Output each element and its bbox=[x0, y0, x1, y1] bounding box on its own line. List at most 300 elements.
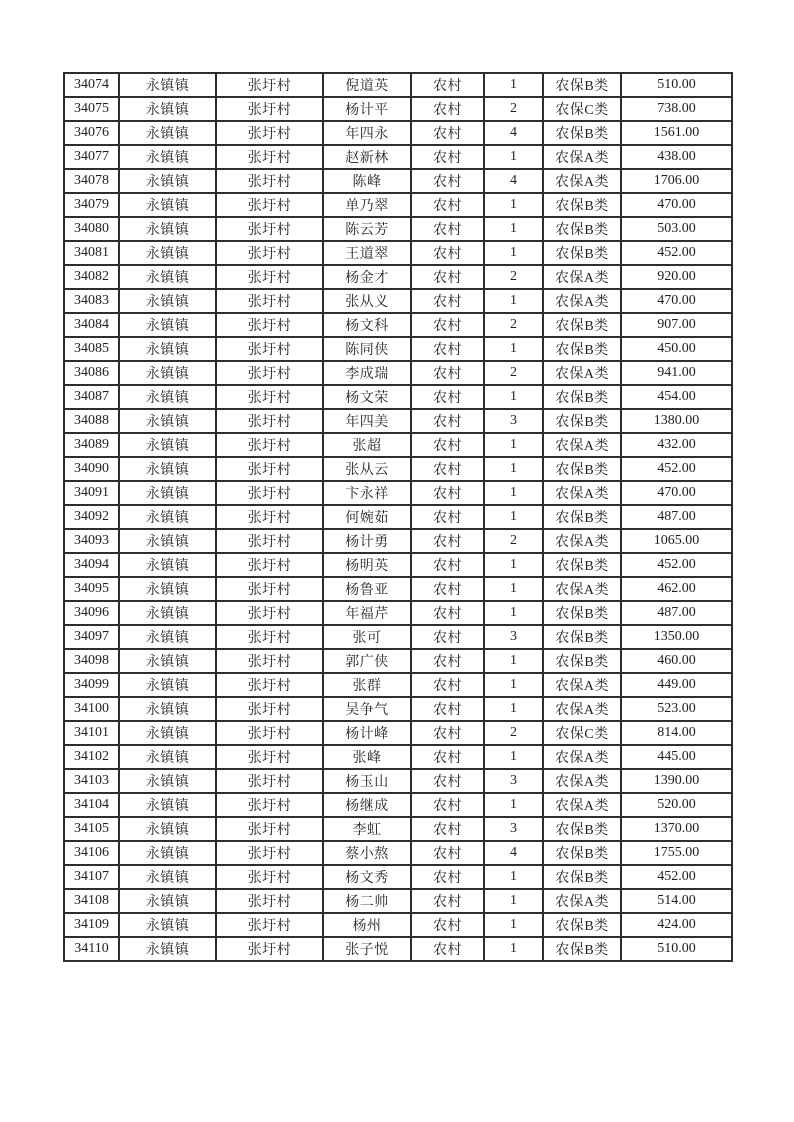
cell-person-name: 赵新林 bbox=[323, 145, 411, 169]
table-row bbox=[64, 601, 732, 625]
cell-record-id: 34089 bbox=[64, 433, 119, 457]
cell-person-name: 年福芹 bbox=[323, 601, 411, 625]
cell-town: 永镇镇 bbox=[119, 457, 216, 481]
cell-person-name: 李虹 bbox=[323, 817, 411, 841]
cell-person-count: 1 bbox=[484, 865, 543, 889]
cell-amount: 432.00 bbox=[621, 433, 732, 457]
cell-insurance-class: 农保B类 bbox=[543, 625, 621, 649]
cell-amount: 452.00 bbox=[621, 241, 732, 265]
cell-village: 张圩村 bbox=[216, 289, 323, 313]
cell-amount: 1065.00 bbox=[621, 529, 732, 553]
cell-village: 张圩村 bbox=[216, 673, 323, 697]
cell-residence-type: 农村 bbox=[411, 577, 484, 601]
cell-record-id: 34081 bbox=[64, 241, 119, 265]
cell-village: 张圩村 bbox=[216, 217, 323, 241]
cell-person-name: 年四永 bbox=[323, 121, 411, 145]
cell-amount: 920.00 bbox=[621, 265, 732, 289]
cell-town: 永镇镇 bbox=[119, 553, 216, 577]
cell-insurance-class: 农保A类 bbox=[543, 577, 621, 601]
cell-person-name: 张从义 bbox=[323, 289, 411, 313]
cell-town: 永镇镇 bbox=[119, 745, 216, 769]
table-row bbox=[64, 193, 732, 217]
cell-village: 张圩村 bbox=[216, 409, 323, 433]
cell-person-name: 单乃翠 bbox=[323, 193, 411, 217]
cell-amount: 452.00 bbox=[621, 865, 732, 889]
cell-residence-type: 农村 bbox=[411, 241, 484, 265]
cell-record-id: 34099 bbox=[64, 673, 119, 697]
cell-person-name: 陈峰 bbox=[323, 169, 411, 193]
cell-record-id: 34085 bbox=[64, 337, 119, 361]
cell-record-id: 34092 bbox=[64, 505, 119, 529]
cell-amount: 814.00 bbox=[621, 721, 732, 745]
cell-person-count: 1 bbox=[484, 793, 543, 817]
cell-amount: 510.00 bbox=[621, 937, 732, 961]
cell-residence-type: 农村 bbox=[411, 745, 484, 769]
cell-residence-type: 农村 bbox=[411, 457, 484, 481]
cell-residence-type: 农村 bbox=[411, 625, 484, 649]
cell-person-name: 杨文科 bbox=[323, 313, 411, 337]
cell-person-count: 1 bbox=[484, 433, 543, 457]
cell-town: 永镇镇 bbox=[119, 649, 216, 673]
cell-village: 张圩村 bbox=[216, 529, 323, 553]
cell-amount: 470.00 bbox=[621, 289, 732, 313]
cell-town: 永镇镇 bbox=[119, 817, 216, 841]
cell-residence-type: 农村 bbox=[411, 169, 484, 193]
cell-town: 永镇镇 bbox=[119, 505, 216, 529]
cell-residence-type: 农村 bbox=[411, 97, 484, 121]
cell-residence-type: 农村 bbox=[411, 937, 484, 961]
cell-insurance-class: 农保B类 bbox=[543, 937, 621, 961]
cell-amount: 450.00 bbox=[621, 337, 732, 361]
table-row bbox=[64, 625, 732, 649]
cell-record-id: 34101 bbox=[64, 721, 119, 745]
cell-person-name: 杨继成 bbox=[323, 793, 411, 817]
cell-person-count: 2 bbox=[484, 265, 543, 289]
table-row bbox=[64, 865, 732, 889]
cell-person-count: 1 bbox=[484, 193, 543, 217]
table-row bbox=[64, 433, 732, 457]
cell-person-name: 张可 bbox=[323, 625, 411, 649]
cell-residence-type: 农村 bbox=[411, 337, 484, 361]
cell-person-name: 陈同侠 bbox=[323, 337, 411, 361]
table-row bbox=[64, 457, 732, 481]
cell-amount: 449.00 bbox=[621, 673, 732, 697]
cell-record-id: 34106 bbox=[64, 841, 119, 865]
cell-person-count: 1 bbox=[484, 145, 543, 169]
cell-village: 张圩村 bbox=[216, 385, 323, 409]
cell-residence-type: 农村 bbox=[411, 601, 484, 625]
cell-village: 张圩村 bbox=[216, 169, 323, 193]
cell-amount: 462.00 bbox=[621, 577, 732, 601]
cell-person-name: 杨明英 bbox=[323, 553, 411, 577]
cell-record-id: 34108 bbox=[64, 889, 119, 913]
cell-insurance-class: 农保B类 bbox=[543, 865, 621, 889]
table-row bbox=[64, 361, 732, 385]
cell-record-id: 34105 bbox=[64, 817, 119, 841]
cell-residence-type: 农村 bbox=[411, 673, 484, 697]
cell-amount: 1390.00 bbox=[621, 769, 732, 793]
cell-person-name: 何婉茹 bbox=[323, 505, 411, 529]
cell-town: 永镇镇 bbox=[119, 241, 216, 265]
cell-insurance-class: 农保A类 bbox=[543, 793, 621, 817]
cell-person-name: 杨计平 bbox=[323, 97, 411, 121]
cell-person-count: 1 bbox=[484, 745, 543, 769]
cell-record-id: 34107 bbox=[64, 865, 119, 889]
cell-record-id: 34091 bbox=[64, 481, 119, 505]
cell-person-name: 蔡小熬 bbox=[323, 841, 411, 865]
cell-town: 永镇镇 bbox=[119, 889, 216, 913]
cell-town: 永镇镇 bbox=[119, 385, 216, 409]
cell-record-id: 34109 bbox=[64, 913, 119, 937]
cell-amount: 452.00 bbox=[621, 553, 732, 577]
cell-amount: 1706.00 bbox=[621, 169, 732, 193]
cell-person-count: 1 bbox=[484, 73, 543, 97]
cell-amount: 424.00 bbox=[621, 913, 732, 937]
cell-insurance-class: 农保B类 bbox=[543, 121, 621, 145]
cell-person-count: 4 bbox=[484, 841, 543, 865]
cell-town: 永镇镇 bbox=[119, 145, 216, 169]
cell-amount: 907.00 bbox=[621, 313, 732, 337]
cell-residence-type: 农村 bbox=[411, 217, 484, 241]
cell-amount: 470.00 bbox=[621, 481, 732, 505]
cell-village: 张圩村 bbox=[216, 97, 323, 121]
cell-town: 永镇镇 bbox=[119, 409, 216, 433]
cell-person-name: 李成瑞 bbox=[323, 361, 411, 385]
cell-village: 张圩村 bbox=[216, 721, 323, 745]
cell-record-id: 34080 bbox=[64, 217, 119, 241]
cell-insurance-class: 农保A类 bbox=[543, 361, 621, 385]
cell-record-id: 34098 bbox=[64, 649, 119, 673]
cell-insurance-class: 农保C类 bbox=[543, 721, 621, 745]
cell-village: 张圩村 bbox=[216, 937, 323, 961]
cell-insurance-class: 农保B类 bbox=[543, 817, 621, 841]
cell-village: 张圩村 bbox=[216, 601, 323, 625]
cell-person-count: 3 bbox=[484, 817, 543, 841]
cell-record-id: 34086 bbox=[64, 361, 119, 385]
cell-amount: 487.00 bbox=[621, 505, 732, 529]
cell-record-id: 34102 bbox=[64, 745, 119, 769]
table-row bbox=[64, 649, 732, 673]
table-row bbox=[64, 889, 732, 913]
table-row bbox=[64, 745, 732, 769]
cell-village: 张圩村 bbox=[216, 145, 323, 169]
cell-person-count: 1 bbox=[484, 337, 543, 361]
cell-town: 永镇镇 bbox=[119, 433, 216, 457]
cell-town: 永镇镇 bbox=[119, 265, 216, 289]
cell-person-name: 陈云芳 bbox=[323, 217, 411, 241]
table-row bbox=[64, 409, 732, 433]
cell-insurance-class: 农保B类 bbox=[543, 217, 621, 241]
cell-person-count: 4 bbox=[484, 121, 543, 145]
cell-town: 永镇镇 bbox=[119, 721, 216, 745]
cell-record-id: 34084 bbox=[64, 313, 119, 337]
cell-person-count: 1 bbox=[484, 649, 543, 673]
cell-person-name: 杨玉山 bbox=[323, 769, 411, 793]
cell-town: 永镇镇 bbox=[119, 169, 216, 193]
cell-person-count: 1 bbox=[484, 889, 543, 913]
cell-insurance-class: 农保B类 bbox=[543, 913, 621, 937]
table-row bbox=[64, 481, 732, 505]
cell-insurance-class: 农保B类 bbox=[543, 841, 621, 865]
cell-residence-type: 农村 bbox=[411, 865, 484, 889]
cell-person-count: 1 bbox=[484, 673, 543, 697]
cell-insurance-class: 农保B类 bbox=[543, 193, 621, 217]
table-row bbox=[64, 721, 732, 745]
cell-person-name: 郭广侠 bbox=[323, 649, 411, 673]
cell-amount: 460.00 bbox=[621, 649, 732, 673]
cell-person-name: 杨计峰 bbox=[323, 721, 411, 745]
cell-village: 张圩村 bbox=[216, 457, 323, 481]
cell-record-id: 34090 bbox=[64, 457, 119, 481]
cell-record-id: 34078 bbox=[64, 169, 119, 193]
cell-person-count: 1 bbox=[484, 913, 543, 937]
table-row bbox=[64, 169, 732, 193]
cell-person-name: 杨文秀 bbox=[323, 865, 411, 889]
cell-residence-type: 农村 bbox=[411, 841, 484, 865]
cell-person-count: 1 bbox=[484, 553, 543, 577]
table-row bbox=[64, 673, 732, 697]
cell-town: 永镇镇 bbox=[119, 361, 216, 385]
cell-amount: 1755.00 bbox=[621, 841, 732, 865]
table-row bbox=[64, 337, 732, 361]
cell-person-count: 1 bbox=[484, 937, 543, 961]
cell-village: 张圩村 bbox=[216, 337, 323, 361]
cell-town: 永镇镇 bbox=[119, 217, 216, 241]
cell-record-id: 34075 bbox=[64, 97, 119, 121]
table-row bbox=[64, 217, 732, 241]
cell-village: 张圩村 bbox=[216, 361, 323, 385]
table-row bbox=[64, 121, 732, 145]
table-row bbox=[64, 313, 732, 337]
cell-insurance-class: 农保B类 bbox=[543, 337, 621, 361]
table-row bbox=[64, 145, 732, 169]
cell-record-id: 34094 bbox=[64, 553, 119, 577]
cell-town: 永镇镇 bbox=[119, 337, 216, 361]
table-row bbox=[64, 793, 732, 817]
cell-village: 张圩村 bbox=[216, 265, 323, 289]
table-row bbox=[64, 505, 732, 529]
cell-insurance-class: 农保B类 bbox=[543, 553, 621, 577]
cell-record-id: 34074 bbox=[64, 73, 119, 97]
cell-record-id: 34095 bbox=[64, 577, 119, 601]
table-row bbox=[64, 553, 732, 577]
cell-insurance-class: 农保A类 bbox=[543, 265, 621, 289]
cell-amount: 470.00 bbox=[621, 193, 732, 217]
cell-insurance-class: 农保A类 bbox=[543, 769, 621, 793]
cell-village: 张圩村 bbox=[216, 841, 323, 865]
cell-person-count: 4 bbox=[484, 169, 543, 193]
cell-person-count: 1 bbox=[484, 577, 543, 601]
cell-residence-type: 农村 bbox=[411, 697, 484, 721]
cell-amount: 738.00 bbox=[621, 97, 732, 121]
cell-town: 永镇镇 bbox=[119, 289, 216, 313]
cell-person-count: 1 bbox=[484, 601, 543, 625]
cell-residence-type: 农村 bbox=[411, 121, 484, 145]
cell-person-name: 张群 bbox=[323, 673, 411, 697]
cell-person-count: 2 bbox=[484, 313, 543, 337]
cell-person-name: 杨计勇 bbox=[323, 529, 411, 553]
cell-residence-type: 农村 bbox=[411, 145, 484, 169]
table-row bbox=[64, 913, 732, 937]
cell-village: 张圩村 bbox=[216, 553, 323, 577]
cell-person-count: 1 bbox=[484, 457, 543, 481]
cell-residence-type: 农村 bbox=[411, 913, 484, 937]
cell-insurance-class: 农保A类 bbox=[543, 433, 621, 457]
cell-residence-type: 农村 bbox=[411, 529, 484, 553]
cell-residence-type: 农村 bbox=[411, 505, 484, 529]
cell-village: 张圩村 bbox=[216, 625, 323, 649]
cell-amount: 445.00 bbox=[621, 745, 732, 769]
cell-town: 永镇镇 bbox=[119, 577, 216, 601]
cell-person-name: 张峰 bbox=[323, 745, 411, 769]
cell-person-count: 3 bbox=[484, 409, 543, 433]
cell-town: 永镇镇 bbox=[119, 865, 216, 889]
cell-town: 永镇镇 bbox=[119, 913, 216, 937]
cell-residence-type: 农村 bbox=[411, 817, 484, 841]
cell-town: 永镇镇 bbox=[119, 73, 216, 97]
cell-person-name: 杨二帅 bbox=[323, 889, 411, 913]
cell-amount: 1370.00 bbox=[621, 817, 732, 841]
cell-town: 永镇镇 bbox=[119, 673, 216, 697]
cell-person-name: 张超 bbox=[323, 433, 411, 457]
cell-amount: 523.00 bbox=[621, 697, 732, 721]
cell-town: 永镇镇 bbox=[119, 625, 216, 649]
cell-person-count: 1 bbox=[484, 697, 543, 721]
cell-person-count: 3 bbox=[484, 769, 543, 793]
cell-amount: 438.00 bbox=[621, 145, 732, 169]
cell-record-id: 34100 bbox=[64, 697, 119, 721]
cell-insurance-class: 农保C类 bbox=[543, 97, 621, 121]
cell-record-id: 34097 bbox=[64, 625, 119, 649]
cell-person-count: 1 bbox=[484, 385, 543, 409]
cell-person-name: 杨金才 bbox=[323, 265, 411, 289]
cell-amount: 1380.00 bbox=[621, 409, 732, 433]
cell-insurance-class: 农保A类 bbox=[543, 481, 621, 505]
cell-record-id: 34093 bbox=[64, 529, 119, 553]
cell-record-id: 34079 bbox=[64, 193, 119, 217]
cell-person-count: 1 bbox=[484, 241, 543, 265]
cell-insurance-class: 农保B类 bbox=[543, 73, 621, 97]
cell-amount: 1350.00 bbox=[621, 625, 732, 649]
cell-village: 张圩村 bbox=[216, 193, 323, 217]
cell-amount: 1561.00 bbox=[621, 121, 732, 145]
cell-person-count: 1 bbox=[484, 505, 543, 529]
cell-person-count: 2 bbox=[484, 721, 543, 745]
cell-insurance-class: 农保B类 bbox=[543, 601, 621, 625]
cell-person-name: 卞永祥 bbox=[323, 481, 411, 505]
cell-person-count: 1 bbox=[484, 217, 543, 241]
cell-village: 张圩村 bbox=[216, 577, 323, 601]
cell-village: 张圩村 bbox=[216, 241, 323, 265]
cell-village: 张圩村 bbox=[216, 769, 323, 793]
cell-town: 永镇镇 bbox=[119, 97, 216, 121]
cell-village: 张圩村 bbox=[216, 121, 323, 145]
cell-residence-type: 农村 bbox=[411, 73, 484, 97]
cell-village: 张圩村 bbox=[216, 697, 323, 721]
cell-insurance-class: 农保A类 bbox=[543, 145, 621, 169]
cell-residence-type: 农村 bbox=[411, 481, 484, 505]
cell-record-id: 34096 bbox=[64, 601, 119, 625]
cell-village: 张圩村 bbox=[216, 505, 323, 529]
cell-town: 永镇镇 bbox=[119, 121, 216, 145]
cell-person-name: 杨州 bbox=[323, 913, 411, 937]
cell-record-id: 34104 bbox=[64, 793, 119, 817]
cell-residence-type: 农村 bbox=[411, 649, 484, 673]
cell-residence-type: 农村 bbox=[411, 361, 484, 385]
cell-residence-type: 农村 bbox=[411, 769, 484, 793]
cell-insurance-class: 农保B类 bbox=[543, 313, 621, 337]
cell-village: 张圩村 bbox=[216, 889, 323, 913]
cell-residence-type: 农村 bbox=[411, 409, 484, 433]
cell-town: 永镇镇 bbox=[119, 937, 216, 961]
cell-record-id: 34082 bbox=[64, 265, 119, 289]
cell-insurance-class: 农保A类 bbox=[543, 673, 621, 697]
cell-amount: 510.00 bbox=[621, 73, 732, 97]
cell-insurance-class: 农保B类 bbox=[543, 649, 621, 673]
cell-amount: 514.00 bbox=[621, 889, 732, 913]
table-row bbox=[64, 697, 732, 721]
table-row bbox=[64, 577, 732, 601]
table-row bbox=[64, 241, 732, 265]
cell-person-name: 张从云 bbox=[323, 457, 411, 481]
cell-town: 永镇镇 bbox=[119, 793, 216, 817]
table-row bbox=[64, 385, 732, 409]
cell-residence-type: 农村 bbox=[411, 289, 484, 313]
cell-residence-type: 农村 bbox=[411, 193, 484, 217]
records-table bbox=[63, 72, 733, 962]
cell-person-count: 2 bbox=[484, 361, 543, 385]
cell-person-name: 年四美 bbox=[323, 409, 411, 433]
cell-village: 张圩村 bbox=[216, 865, 323, 889]
cell-residence-type: 农村 bbox=[411, 385, 484, 409]
cell-residence-type: 农村 bbox=[411, 553, 484, 577]
cell-village: 张圩村 bbox=[216, 313, 323, 337]
cell-person-count: 1 bbox=[484, 481, 543, 505]
cell-village: 张圩村 bbox=[216, 73, 323, 97]
cell-insurance-class: 农保A类 bbox=[543, 529, 621, 553]
cell-amount: 454.00 bbox=[621, 385, 732, 409]
cell-insurance-class: 农保A类 bbox=[543, 169, 621, 193]
cell-person-name: 杨鲁亚 bbox=[323, 577, 411, 601]
cell-record-id: 34110 bbox=[64, 937, 119, 961]
cell-residence-type: 农村 bbox=[411, 793, 484, 817]
cell-village: 张圩村 bbox=[216, 817, 323, 841]
cell-insurance-class: 农保A类 bbox=[543, 745, 621, 769]
cell-amount: 487.00 bbox=[621, 601, 732, 625]
cell-person-name: 张子悦 bbox=[323, 937, 411, 961]
cell-town: 永镇镇 bbox=[119, 529, 216, 553]
cell-residence-type: 农村 bbox=[411, 265, 484, 289]
cell-village: 张圩村 bbox=[216, 913, 323, 937]
table-row bbox=[64, 73, 732, 97]
cell-insurance-class: 农保A类 bbox=[543, 889, 621, 913]
cell-village: 张圩村 bbox=[216, 649, 323, 673]
cell-person-name: 杨文荣 bbox=[323, 385, 411, 409]
cell-amount: 503.00 bbox=[621, 217, 732, 241]
cell-insurance-class: 农保B类 bbox=[543, 241, 621, 265]
table-row bbox=[64, 289, 732, 313]
cell-person-count: 1 bbox=[484, 289, 543, 313]
table-row bbox=[64, 817, 732, 841]
cell-residence-type: 农村 bbox=[411, 433, 484, 457]
cell-insurance-class: 农保A类 bbox=[543, 697, 621, 721]
cell-person-name: 倪道英 bbox=[323, 73, 411, 97]
cell-village: 张圩村 bbox=[216, 793, 323, 817]
cell-record-id: 34076 bbox=[64, 121, 119, 145]
cell-amount: 452.00 bbox=[621, 457, 732, 481]
cell-record-id: 34088 bbox=[64, 409, 119, 433]
cell-town: 永镇镇 bbox=[119, 601, 216, 625]
